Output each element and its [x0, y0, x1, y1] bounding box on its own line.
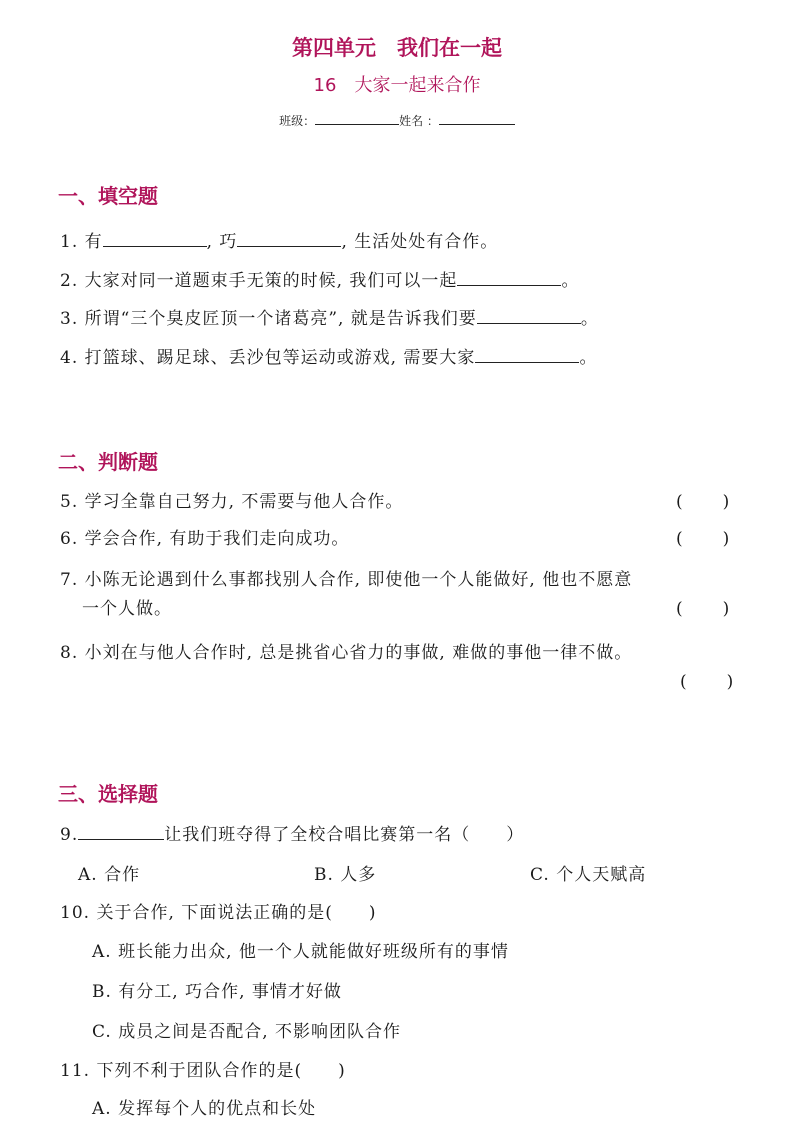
- name-label: 姓名 ：: [399, 114, 439, 128]
- question-1: [60, 227, 498, 252]
- q4-blank[interactable]: [475, 346, 579, 363]
- student-info: [0, 112, 794, 129]
- question-7-line-2: 一个人做。: [82, 599, 172, 619]
- q1-text-1: 1. 有: [60, 232, 103, 252]
- q1-text-2: , 巧: [206, 232, 238, 252]
- question-4: [60, 343, 597, 368]
- lesson-title: 16 大家一起来合作: [313, 75, 481, 96]
- name-blank[interactable]: [439, 112, 515, 125]
- q4-text-1: 4. 打篮球、踢足球、丢沙包等运动或游戏, 需要大家: [60, 348, 476, 368]
- question-3: [60, 304, 599, 329]
- q9-text: 让我们班夺得了全校合唱比赛第一名（ ）: [164, 825, 525, 845]
- q3-text-2: 。: [580, 309, 599, 329]
- question-5: 5. 学习全靠自己努力, 不需要与他人合作。: [60, 492, 404, 512]
- section-judge-heading: 二、判断题: [58, 450, 158, 474]
- q9-option-b[interactable]: B. 人多: [314, 865, 377, 885]
- question-7-line-1: 7. 小陈无论遇到什么事都找别人合作, 即使他一个人能做好, 他也不愿意: [60, 570, 633, 590]
- q2-text-2: 。: [561, 271, 580, 291]
- q10-option-a[interactable]: A. 班长能力出众, 他一个人就能做好班级所有的事情: [92, 942, 509, 962]
- q9-number: 9.: [60, 825, 79, 845]
- q5-answer-paren[interactable]: ( ): [676, 492, 732, 512]
- question-2: [60, 266, 579, 291]
- q6-answer-paren[interactable]: ( ): [676, 529, 732, 549]
- section-choice-heading: 三、选择题: [58, 782, 158, 806]
- section-fill-heading: 一、填空题: [58, 184, 158, 208]
- q2-text-1: 2. 大家对同一道题束手无策的时候, 我们可以一起: [60, 271, 458, 291]
- q10-option-b[interactable]: B. 有分工, 巧合作, 事情才好做: [92, 982, 342, 1002]
- q1-text-3: , 生活处处有合作。: [341, 232, 499, 252]
- unit-title: 第四单元 我们在一起: [292, 36, 502, 60]
- q3-blank[interactable]: [477, 307, 581, 324]
- q9-option-a[interactable]: A. 合作: [78, 865, 141, 885]
- q9-blank[interactable]: [78, 823, 164, 840]
- q11-option-a[interactable]: A. 发挥每个人的优点和长处: [92, 1099, 317, 1119]
- q1-blank-2[interactable]: [237, 230, 341, 247]
- q9-option-c[interactable]: C. 个人天赋高: [530, 865, 647, 885]
- question-11: 11. 下列不利于团队合作的是( ): [60, 1061, 346, 1081]
- question-6: 6. 学会合作, 有助于我们走向成功。: [60, 529, 350, 549]
- question-8: 8. 小刘在与他人合作时, 总是挑省心省力的事做, 难做的事他一律不做。: [60, 643, 633, 663]
- question-10: 10. 关于合作, 下面说法正确的是( ): [60, 903, 377, 923]
- class-label: 班级：: [279, 114, 316, 128]
- q2-blank[interactable]: [457, 269, 561, 286]
- class-blank[interactable]: [315, 112, 399, 125]
- q3-text-1: 3. 所谓“三个臭皮匠顶一个诸葛亮”, 就是告诉我们要: [60, 309, 477, 329]
- q8-answer-paren[interactable]: ( ): [680, 672, 736, 692]
- q4-text-2: 。: [579, 348, 598, 368]
- q10-option-c[interactable]: C. 成员之间是否配合, 不影响团队合作: [92, 1022, 402, 1042]
- question-9: [60, 820, 524, 845]
- q1-blank-1[interactable]: [103, 230, 207, 247]
- q7-answer-paren[interactable]: ( ): [676, 599, 732, 619]
